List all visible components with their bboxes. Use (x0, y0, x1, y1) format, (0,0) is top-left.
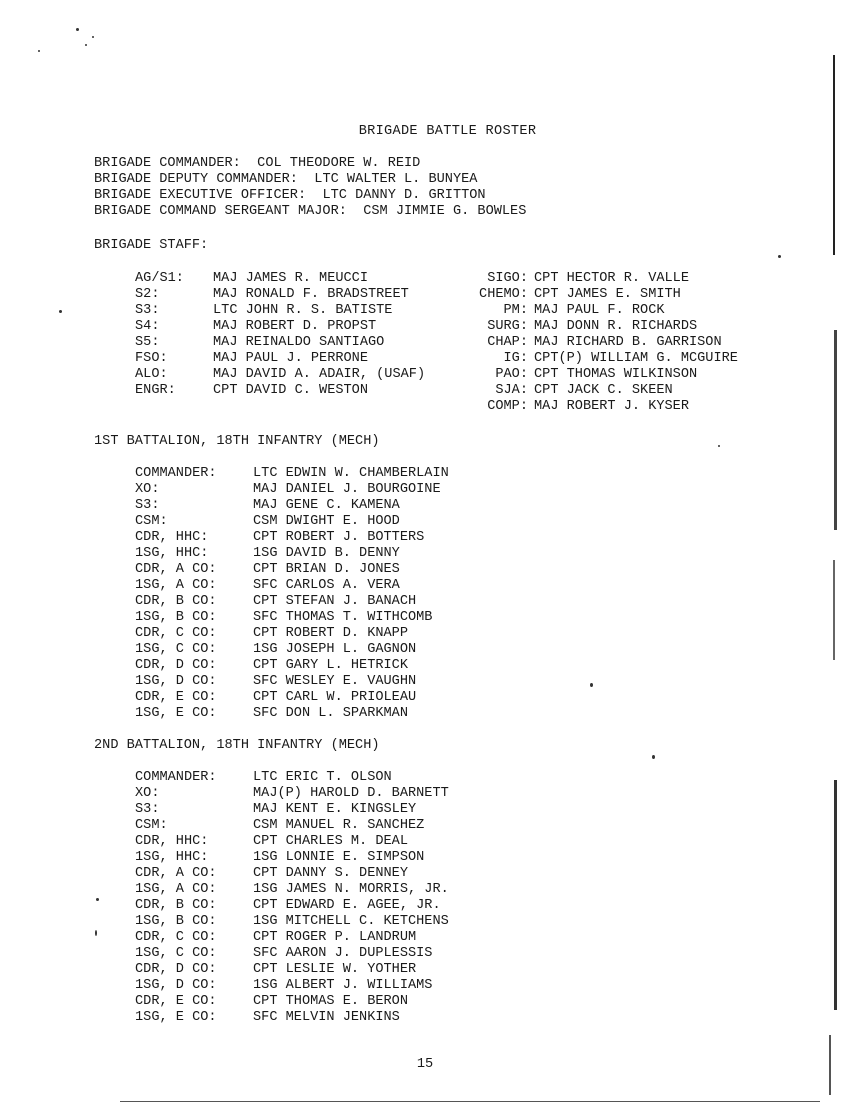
battalion-heading: 1ST BATTALION, 18TH INFANTRY (MECH) (94, 434, 380, 449)
roster-row: CDR, HHC: CPT ROBERT J. BOTTERS (135, 530, 425, 545)
staff-row: COMP: MAJ ROBERT J. KYSER (487, 399, 689, 414)
scan-speck (96, 898, 99, 901)
roster-row: CDR, A CO: CPT BRIAN D. JONES (135, 562, 400, 577)
scan-bottom-rule (120, 1101, 820, 1102)
roster-row: 1SG, C CO: SFC AARON J. DUPLESSIS (135, 946, 433, 961)
scan-speck (718, 445, 720, 447)
staff-row: PM: MAJ PAUL F. ROCK (503, 303, 665, 318)
roster-row: CDR, B CO: CPT STEFAN J. BANACH (135, 594, 417, 609)
roster-row: XO: MAJ DANIEL J. BOURGOINE (135, 482, 441, 497)
roster-row: CDR, E CO: CPT CARL W. PRIOLEAU (135, 690, 417, 705)
staff-row: S4: MAJ ROBERT D. PROPST (135, 319, 377, 334)
staff-row: SIGO: CPT HECTOR R. VALLE (487, 271, 689, 286)
scan-speck (778, 255, 781, 258)
command-line: BRIGADE COMMAND SERGEANT MAJOR: CSM JIMMIE G. BOWLES (94, 204, 527, 219)
roster-row: 1SG, E CO: SFC DON L. SPARKMAN (135, 706, 408, 721)
roster-row: S3: MAJ GENE C. KAMENA (135, 498, 400, 513)
roster-row: 1SG, C CO: 1SG JOSEPH L. GAGNON (135, 642, 417, 657)
staff-row: SURG: MAJ DONN R. RICHARDS (487, 319, 698, 334)
roster-row: 1SG, D CO: SFC WESLEY E. VAUGHN (135, 674, 417, 689)
page-number: 15 (416, 1057, 434, 1072)
roster-row: 1SG, A CO: SFC CARLOS A. VERA (135, 578, 400, 593)
roster-row: CDR, A CO: CPT DANNY S. DENNEY (135, 866, 408, 881)
scan-speck (59, 310, 62, 313)
battalion-heading: 2ND BATTALION, 18TH INFANTRY (MECH) (94, 738, 380, 753)
command-line: BRIGADE COMMANDER: COL THEODORE W. REID (94, 156, 421, 171)
roster-row: 1SG, E CO: SFC MELVIN JENKINS (135, 1010, 400, 1025)
roster-row: CDR, B CO: CPT EDWARD E. AGEE, JR. (135, 898, 441, 913)
staff-row: ENGR: CPT DAVID C. WESTON (135, 383, 368, 398)
roster-row: 1SG, A CO: 1SG JAMES N. MORRIS, JR. (135, 882, 449, 897)
roster-row: CDR, E CO: CPT THOMAS E. BERON (135, 994, 408, 1009)
scan-edge-line (833, 55, 835, 255)
roster-row: CDR, D CO: CPT GARY L. HETRICK (135, 658, 408, 673)
battalion-roster (135, 466, 449, 722)
brigade-command-block (94, 156, 526, 220)
staff-row: PAO: CPT THOMAS WILKINSON (495, 367, 698, 382)
roster-row: CDR, HHC: CPT CHARLES M. DEAL (135, 834, 408, 849)
staff-row: AG/S1: MAJ JAMES R. MEUCCI (135, 271, 368, 286)
staff-row: ALO: MAJ DAVID A. ADAIR, (USAF) (135, 367, 426, 382)
scan-edge-line (834, 780, 837, 1010)
roster-row: CDR, C CO: CPT ROBERT D. KNAPP (135, 626, 408, 641)
staff-row: SJA: CPT JACK C. SKEEN (495, 383, 673, 398)
staff-row: FSO: MAJ PAUL J. PERRONE (135, 351, 368, 366)
scan-edge-line (834, 330, 837, 530)
scan-speck (92, 36, 94, 38)
command-line: BRIGADE EXECUTIVE OFFICER: LTC DANNY D. GRITTON (94, 188, 486, 203)
roster-row: S3: MAJ KENT E. KINGSLEY (135, 802, 417, 817)
scan-edge-line (829, 1035, 831, 1095)
command-line: BRIGADE DEPUTY COMMANDER: LTC WALTER L. BUNYEA (94, 172, 478, 187)
roster-row: XO: MAJ(P) HAROLD D. BARNETT (135, 786, 449, 801)
roster-row: 1SG, D CO: 1SG ALBERT J. WILLIAMS (135, 978, 433, 993)
scan-speck (95, 930, 97, 936)
battalion-roster (135, 770, 449, 1026)
staff-row: IG: CPT(P) WILLIAM G. MCGUIRE (503, 351, 738, 366)
roster-row: CSM: CSM MANUEL R. SANCHEZ (135, 818, 425, 833)
roster-row: COMMANDER: LTC ERIC T. OLSON (135, 770, 392, 785)
scan-speck (652, 755, 655, 759)
roster-row: COMMANDER: LTC EDWIN W. CHAMBERLAIN (135, 466, 449, 481)
roster-row: CDR, D CO: CPT LESLIE W. YOTHER (135, 962, 417, 977)
roster-row: 1SG, B CO: SFC THOMAS T. WITHCOMB (135, 610, 433, 625)
scan-speck (76, 28, 79, 31)
staff-row: S2: MAJ RONALD F. BRADSTREET (135, 287, 409, 302)
roster-row: 1SG, B CO: 1SG MITCHELL C. KETCHENS (135, 914, 449, 929)
staff-left-column (135, 271, 425, 399)
roster-row: 1SG, HHC: 1SG DAVID B. DENNY (135, 546, 400, 561)
staff-row: S5: MAJ REINALDO SANTIAGO (135, 335, 385, 350)
staff-row: S3: LTC JOHN R. S. BATISTE (135, 303, 393, 318)
staff-heading: BRIGADE STAFF: (94, 238, 209, 253)
staff-row: CHEMO: CPT JAMES E. SMITH (479, 287, 681, 302)
scan-speck (38, 50, 40, 52)
roster-row: CDR, C CO: CPT ROGER P. LANDRUM (135, 930, 417, 945)
staff-row: CHAP: MAJ RICHARD B. GARRISON (487, 335, 722, 350)
roster-row: 1SG, HHC: 1SG LONNIE E. SIMPSON (135, 850, 425, 865)
document-title: BRIGADE BATTLE ROSTER (358, 124, 537, 139)
scan-speck (590, 683, 593, 687)
staff-right-column (458, 271, 738, 415)
roster-row: CSM: CSM DWIGHT E. HOOD (135, 514, 400, 529)
scan-speck (85, 44, 87, 46)
scan-edge-line (833, 560, 835, 660)
